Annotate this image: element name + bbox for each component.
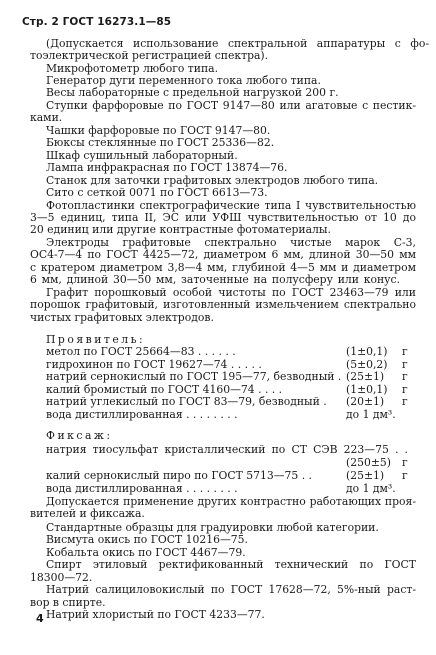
reagent-unit: г — [402, 383, 408, 396]
page-header: Стр. 2 ГОСТ 16273.1—85 — [22, 16, 172, 28]
line-text: калий бромистый по ГОСТ 4160—74 . . . . — [46, 383, 283, 396]
reagent-unit: г — [402, 395, 408, 408]
line-text: ОС4-7—4 по ГОСТ 4425—72, диаметром 6 мм, длиной 30—50 мм — [30, 248, 416, 261]
reagent-unit: г — [402, 469, 408, 482]
line-text: вода дистиллированная . . . . . . . . — [46, 408, 238, 421]
reagent-amount: (25±1) — [346, 469, 385, 482]
line-text: (Допускается использование спектральной аппаратуры с фо- — [46, 37, 429, 50]
line-text: вителей и фиксажа. — [30, 507, 145, 520]
page-number: 4 — [36, 612, 44, 625]
line-text: Электроды графитовые спектрально чистые марок С-3, — [46, 236, 416, 249]
line-text: Станок для заточки графитовых электродов любого типа. — [46, 174, 379, 187]
line-text: Кобальта окись по ГОСТ 4467—79. — [46, 546, 246, 559]
line-text: Висмута окись по ГОСТ 10216—75. — [46, 533, 248, 546]
line-text: 18300—72. — [30, 571, 93, 584]
line-text: гидрохинон по ГОСТ 19627—74 . . . . . — [46, 358, 262, 371]
line-text: вор в спирте. — [30, 596, 106, 609]
reagent-unit: г — [402, 456, 408, 469]
line-text: Фотопластинки спектрографические типа I чувствительностью — [46, 199, 416, 212]
line-text: чистых графитовых электродов. — [30, 311, 214, 324]
line-text: Бюксы стеклянные по ГОСТ 25336—82. — [46, 136, 275, 149]
line-text: порошок графитовый, изготовленный измельчением спектрально — [30, 298, 416, 311]
reagent-unit: г — [402, 370, 408, 383]
reagent-amount: до 1 дм³. — [346, 408, 396, 421]
line-text: Генератор дуги переменного тока любого типа. — [46, 74, 321, 87]
line-text: Сито с сеткой 0071 по ГОСТ 6613—73. — [46, 186, 268, 199]
line-text: Спирт этиловый ректификованный технический по ГОСТ — [46, 558, 416, 571]
line-text: ками. — [30, 111, 63, 124]
line-text: вода дистиллированная . . . . . . . . — [46, 482, 238, 495]
reagent-amount: (1±0,1) — [346, 383, 388, 396]
line-text: 6 мм, длиной 30—50 мм, заточенные на полусферу или конус. — [30, 273, 400, 286]
line-text: натрия тиосульфат кристаллический по СТ СЭВ 223—75 . . — [46, 443, 408, 456]
reagent-unit: г — [402, 358, 408, 371]
line-text: Ступки фарфоровые по ГОСТ 9147—80 или агатовые с пестик- — [46, 99, 416, 112]
reagent-amount: (250±5) — [346, 456, 391, 469]
line-text: Лампа инфракрасная по ГОСТ 13874—76. — [46, 161, 288, 174]
line-text: с кратером диаметром 3,8—4 мм, глубиной 4—5 мм и диаметром — [30, 261, 416, 274]
line-text: Допускается применение других контрастно работающих проя- — [46, 495, 416, 508]
line-text: Проявитель: — [46, 333, 146, 346]
reagent-amount: (5±0,2) — [346, 358, 388, 371]
reagent-amount: (25±1) — [346, 370, 385, 383]
line-text: Натрий салициловокислый по ГОСТ 17628—72, 5%-ный раст- — [46, 583, 416, 596]
line-text: калий сернокислый пиро по ГОСТ 5713—75 . . — [46, 469, 312, 482]
reagent-amount: до 1 дм³. — [346, 482, 396, 495]
line-text: Фиксаж: — [46, 429, 113, 442]
line-text: Графит порошковый особой чистоты по ГОСТ 23463—79 или — [46, 286, 416, 299]
line-text: Микрофотометр любого типа. — [46, 62, 219, 75]
line-text: Натрий хлористый по ГОСТ 4233—77. — [46, 608, 265, 621]
reagent-unit: г — [402, 345, 408, 358]
line-text: натрий сернокислый по ГОСТ 195—77, безводный . — [46, 370, 342, 383]
line-text: тоэлектрической регистрацией спектра). — [30, 49, 269, 62]
reagent-amount: (20±1) — [346, 395, 385, 408]
line-text: 20 единиц или другие контрастные фотоматериалы. — [30, 223, 331, 236]
reagent-amount: (1±0,1) — [346, 345, 388, 358]
line-text: Чашки фарфоровые по ГОСТ 9147—80. — [46, 124, 271, 137]
line-text: натрий углекислый по ГОСТ 83—79, безводный . — [46, 395, 327, 408]
line-text: 3—5 единиц, типа II, ЭС или УФШ чувствительностью от 10 до — [30, 211, 416, 224]
line-text: Шкаф сушильный лабораторный. — [46, 149, 238, 162]
line-text: Весы лабораторные с предельной нагрузкой 200 г. — [46, 86, 339, 99]
line-text: Стандартные образцы для градуировки любой категории. — [46, 521, 379, 534]
line-text: метол по ГОСТ 25664—83 . . . . . . — [46, 345, 236, 358]
